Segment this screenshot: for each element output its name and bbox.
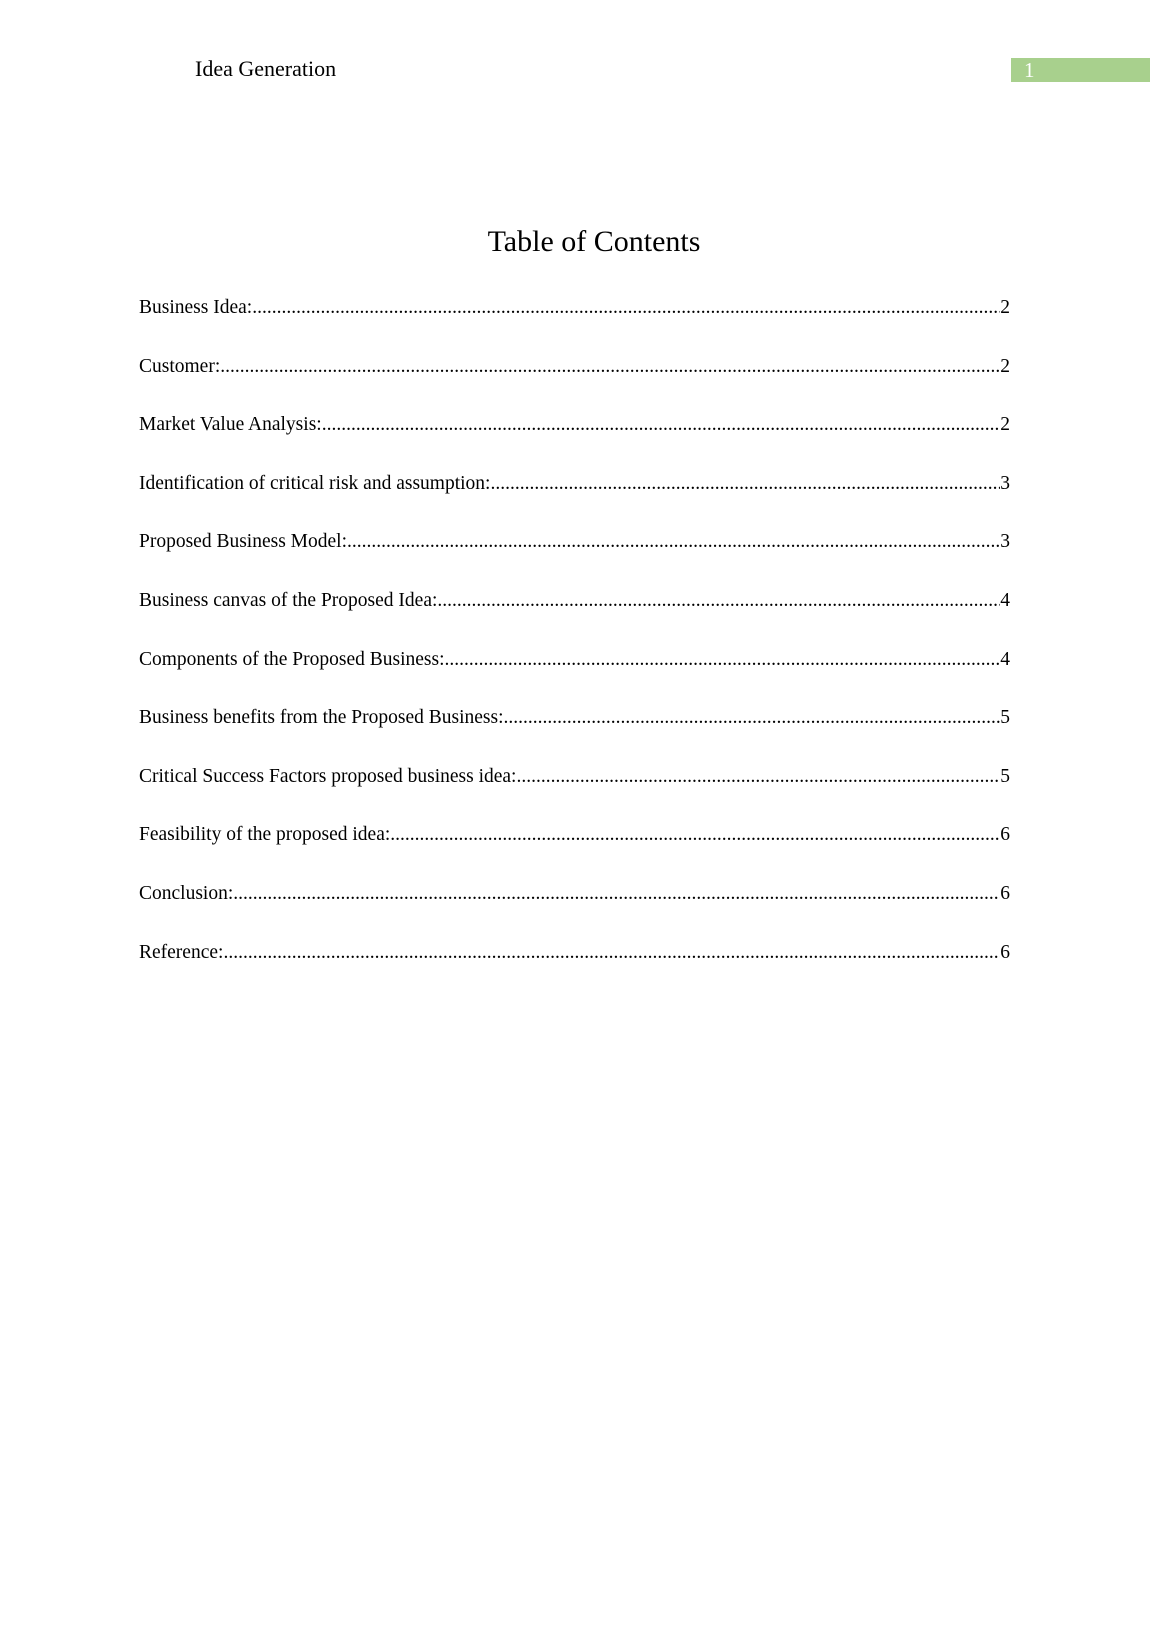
toc-dot-leader xyxy=(252,295,1000,321)
toc-dot-leader xyxy=(390,822,1000,848)
toc-dot-leader xyxy=(233,881,1000,907)
toc-entry-page: 6 xyxy=(1000,824,1010,846)
toc-entry-label: Reference: xyxy=(139,941,224,963)
toc-entry-market-value-analysis[interactable] xyxy=(139,412,1010,471)
toc-dot-leader xyxy=(220,354,1000,380)
toc-entry-reference[interactable] xyxy=(139,940,1010,999)
toc-entry-label: Feasibility of the proposed idea: xyxy=(139,824,391,846)
toc-dot-leader xyxy=(504,705,1001,731)
toc-entry-business-idea[interactable] xyxy=(139,295,1010,354)
running-header-title: Idea Generation xyxy=(195,56,337,81)
toc-dot-leader xyxy=(322,412,1001,438)
toc-entry-page: 2 xyxy=(1000,297,1010,318)
toc-entry-page: 4 xyxy=(1000,648,1010,670)
toc-entry-feasibility[interactable] xyxy=(139,822,1010,881)
toc-heading: Table of Contents xyxy=(487,225,701,258)
toc-entry-page: 2 xyxy=(1000,414,1010,436)
toc-entry-label: Market Value Analysis: xyxy=(139,414,322,436)
toc-entry-page: 5 xyxy=(1000,765,1010,787)
toc-entry-label: Critical Success Factors proposed business idea: xyxy=(139,765,517,787)
toc-entry-label: Business canvas of the Proposed Idea: xyxy=(139,589,438,611)
toc-entry-label: Components of the Proposed Business: xyxy=(139,648,445,670)
toc-entry-page: 5 xyxy=(1000,707,1010,729)
toc-dot-leader xyxy=(347,529,1000,555)
toc-entry-proposed-business-model[interactable] xyxy=(139,529,1010,588)
toc-dot-leader xyxy=(516,764,1000,790)
toc-entry-label: Business benefits from the Proposed Business: xyxy=(139,707,504,729)
toc-entry-components[interactable] xyxy=(139,647,1010,706)
toc-entry-business-canvas[interactable] xyxy=(139,588,1010,647)
toc-entry-label: Conclusion: xyxy=(139,882,234,904)
toc-entry-critical-success-factors[interactable] xyxy=(139,764,1010,823)
toc-entry-page: 3 xyxy=(1000,472,1010,494)
toc-dot-leader xyxy=(445,647,1001,673)
toc-entry-business-benefits[interactable] xyxy=(139,705,1010,764)
toc-entry-page: 6 xyxy=(1000,882,1010,904)
toc-entry-label: Customer: xyxy=(139,355,221,377)
toc-entry-customer[interactable] xyxy=(139,354,1010,413)
toc-entry-label: Identification of critical risk and assumption: xyxy=(139,472,491,494)
toc-entry-page: 2 xyxy=(1000,355,1010,377)
toc-entry-conclusion[interactable] xyxy=(139,881,1010,940)
toc-dot-leader xyxy=(223,940,1000,966)
toc-entry-label: Proposed Business Model: xyxy=(139,531,348,553)
toc-entry-label: Business Idea: xyxy=(139,297,253,318)
toc-entry-page: 6 xyxy=(1000,941,1010,963)
toc-dot-leader xyxy=(490,471,1000,497)
toc-dot-leader xyxy=(437,588,1000,614)
toc-entry-page: 3 xyxy=(1000,531,1010,553)
toc-entry-page: 4 xyxy=(1000,589,1010,611)
toc-entry-critical-risk[interactable] xyxy=(139,471,1010,530)
page-number-badge: 1 xyxy=(1011,58,1150,82)
toc-list xyxy=(139,295,1010,998)
